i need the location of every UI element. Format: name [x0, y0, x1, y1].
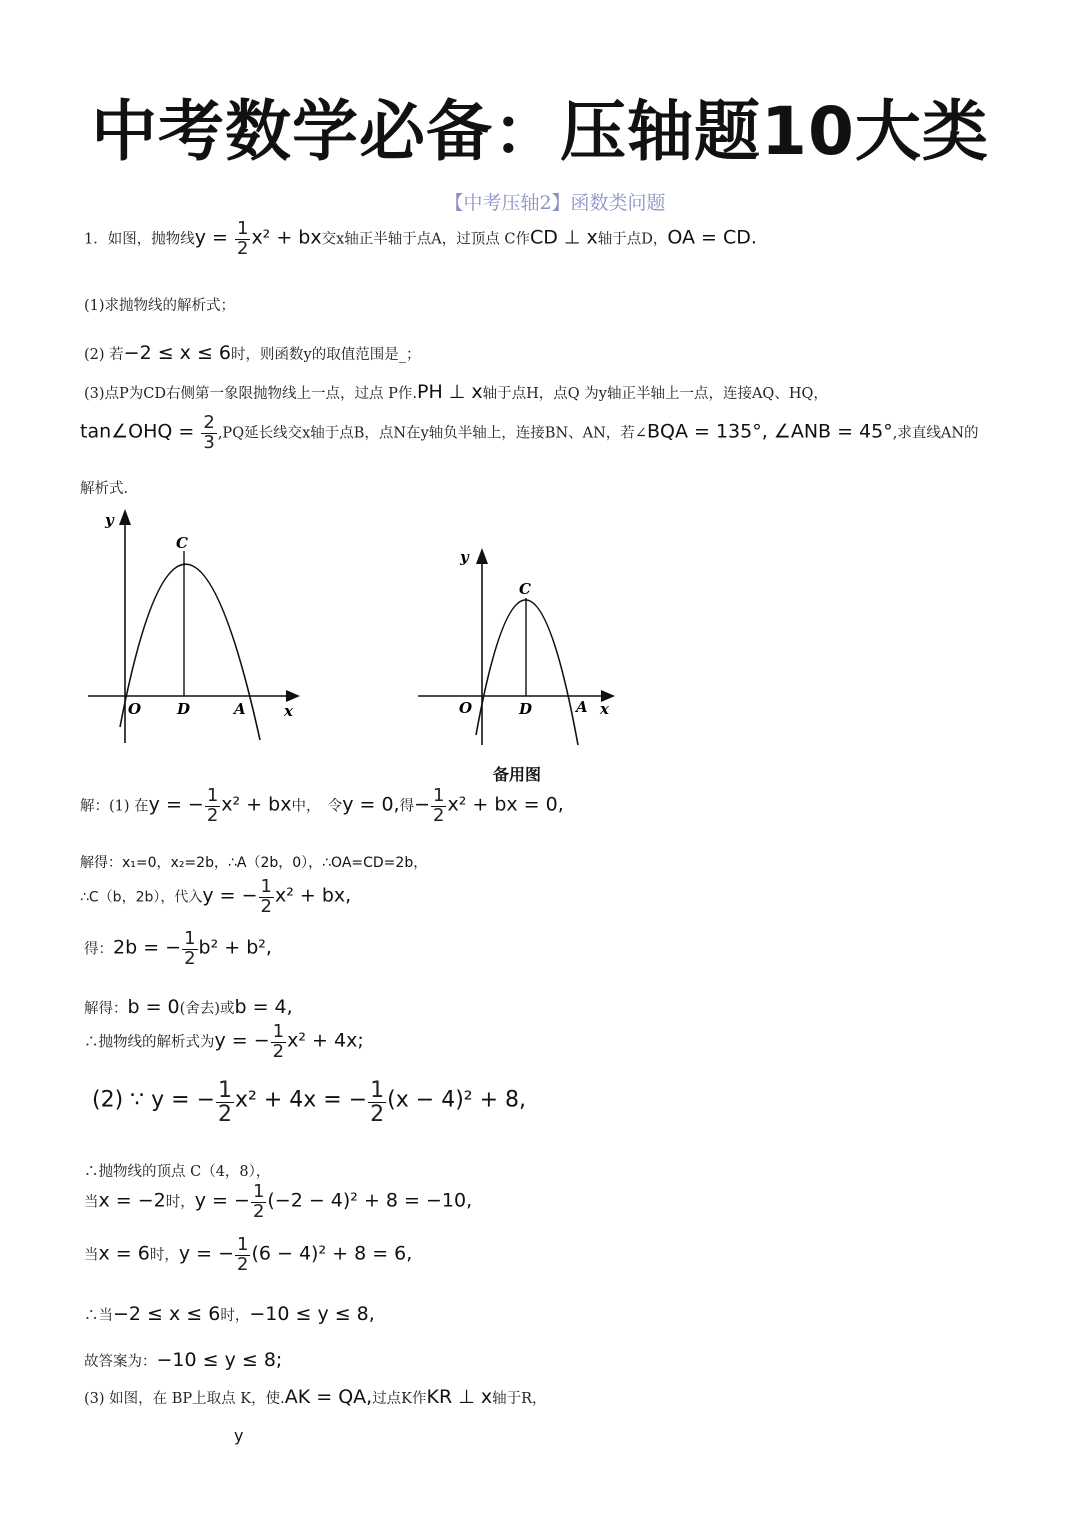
- intro-fraction: $\frac{1}{2}$: [236, 218, 249, 259]
- page-title: 中考数学必备：压轴题10大类: [91, 93, 989, 170]
- problem-intro-line: [84, 220, 757, 259]
- fig1-label-c: C: [176, 534, 188, 552]
- fraction-half: $\frac{1}{2}$: [237, 1234, 249, 1275]
- angle-equation: BQA = 135°, ∠ANB = 45°: [646, 420, 893, 443]
- fraction-half: $\frac{1}{2}$: [252, 1181, 265, 1222]
- fraction-half: $\frac{1}{2}$: [184, 928, 196, 969]
- fig2-label-a: A: [576, 698, 588, 716]
- intro-equation-4: OA = CD.: [667, 226, 757, 249]
- solution-line-12: 故答案为：−10 ≤ y ≤ 8;: [84, 1349, 283, 1371]
- solution-line-9: 当x = −2时，y = − $\frac{1}{2}$ (−2 − 4)² + 8 = −10,: [84, 1181, 473, 1222]
- solution-line-8: ∴抛物线的顶点 C（4，8），: [84, 1164, 271, 1180]
- fraction-half: $\frac{1}{2}$: [272, 1021, 285, 1062]
- fraction-half-large: $\frac{1}{2}$: [370, 1078, 385, 1128]
- fig1-label-o: O: [128, 700, 142, 718]
- question-1: (1)求抛物线的解析式；: [84, 298, 236, 314]
- fig2-parabola: [476, 600, 578, 745]
- fig1-label-a: A: [234, 700, 246, 718]
- q2-equation: −2 ≤ x ≤ 6: [123, 342, 231, 364]
- fig1-label-y: y: [105, 511, 114, 529]
- intro-equation-2: x² + bx: [251, 226, 322, 249]
- intro-equation: y =: [194, 226, 234, 249]
- solution-line-2: 解得：x₁=0，x₂=2b，∴A（2b，0），∴OA=CD=2b，: [80, 855, 428, 871]
- question-2: (2) 若−2 ≤ x ≤ 6时，则函数y的取值范围是_；: [84, 342, 421, 364]
- tan-equation: tan∠OHQ =: [80, 420, 201, 443]
- fig2-label-y: y: [460, 548, 469, 566]
- solution-line-5: 解得：b = 0(舍去)或b = 4,: [84, 996, 293, 1018]
- problem-intro-text: 1．如图，抛物线: [84, 231, 195, 248]
- intro-text-3: 轴于点D，: [597, 231, 668, 248]
- fig2-label-o: O: [459, 699, 473, 717]
- solution-line-6: ∴抛物线的解析式为y = − $\frac{1}{2}$ x² + 4x;: [84, 1021, 364, 1062]
- fig1-y-arrow: [119, 509, 131, 525]
- fig1-x-arrow: [286, 690, 300, 702]
- solution-line-14: y: [234, 1426, 244, 1445]
- solution-line-10: 当x = 6时，y = − $\frac{1}{2}$ (6 − 4)² + 8 = 6,: [84, 1234, 413, 1275]
- question-3-cont: tan∠OHQ = $\frac{2}{3}$ ,PQ延长线交x轴于点B，点N在y轴负半轴上，连接BN、AN，若∠BQA = 135°, ∠ANB = 45°,求直线AN的: [80, 412, 979, 453]
- fig2-label-c: C: [519, 580, 531, 598]
- question-3: (3)点P为CD右侧第一象限抛物线上一点，过点 P作.PH ⊥ x轴于点H，点Q 为y轴正半轴上一点，连接AQ、HQ，: [84, 381, 828, 403]
- fig2-label-x: x: [600, 700, 609, 718]
- parabola-figure-2: [410, 540, 625, 750]
- fraction-half: $\frac{1}{2}$: [260, 876, 272, 917]
- q3-equation: PH ⊥ x: [417, 381, 483, 403]
- tan-fraction: $\frac{2}{3}$: [203, 412, 215, 453]
- solution-line-11: ∴当−2 ≤ x ≤ 6时，−10 ≤ y ≤ 8,: [84, 1303, 375, 1325]
- fig1-label-x: x: [284, 702, 293, 720]
- figure-caption: 备用图: [493, 765, 542, 784]
- solution-line-1: 解：(1) 在y = − $\frac{1}{2}$ x² + bx中， 令y = 0,得− $\frac{1}{2}$ x² + bx = 0,: [80, 785, 564, 826]
- fig2-y-arrow: [476, 548, 488, 564]
- solution-line-7: (2) ∵ y = − $\frac{1}{2}$ x² + 4x = − $\frac{1}{2}$ (x − 4)² + 8,: [92, 1078, 527, 1128]
- intro-text-2: 交x轴正半轴于点A，过顶点 C作: [321, 231, 530, 248]
- fig2-label-d: D: [519, 700, 533, 718]
- fig1-label-d: D: [177, 700, 191, 718]
- fraction-half-large: $\frac{1}{2}$: [218, 1078, 233, 1128]
- solution-line-13: (3) 如图，在 BP上取点 K，使.AK = QA,过点K作KR ⊥ x轴于R，: [84, 1386, 547, 1408]
- section-subtitle: 【中考压轴2】函数类问题: [444, 192, 666, 214]
- fraction-half: $\frac{1}{2}$: [433, 785, 445, 826]
- intro-equation-3: CD ⊥ x: [529, 226, 598, 249]
- question-3-end: 解析式.: [80, 481, 129, 497]
- solution-line-3: ∴C（b，2b），代入y = − $\frac{1}{2}$ x² + bx,: [80, 876, 352, 917]
- parabola-figure-1: [80, 505, 310, 750]
- fraction-half: $\frac{1}{2}$: [206, 785, 219, 826]
- solution-line-4: 得：2b = − $\frac{1}{2}$ b² + b²,: [84, 928, 272, 969]
